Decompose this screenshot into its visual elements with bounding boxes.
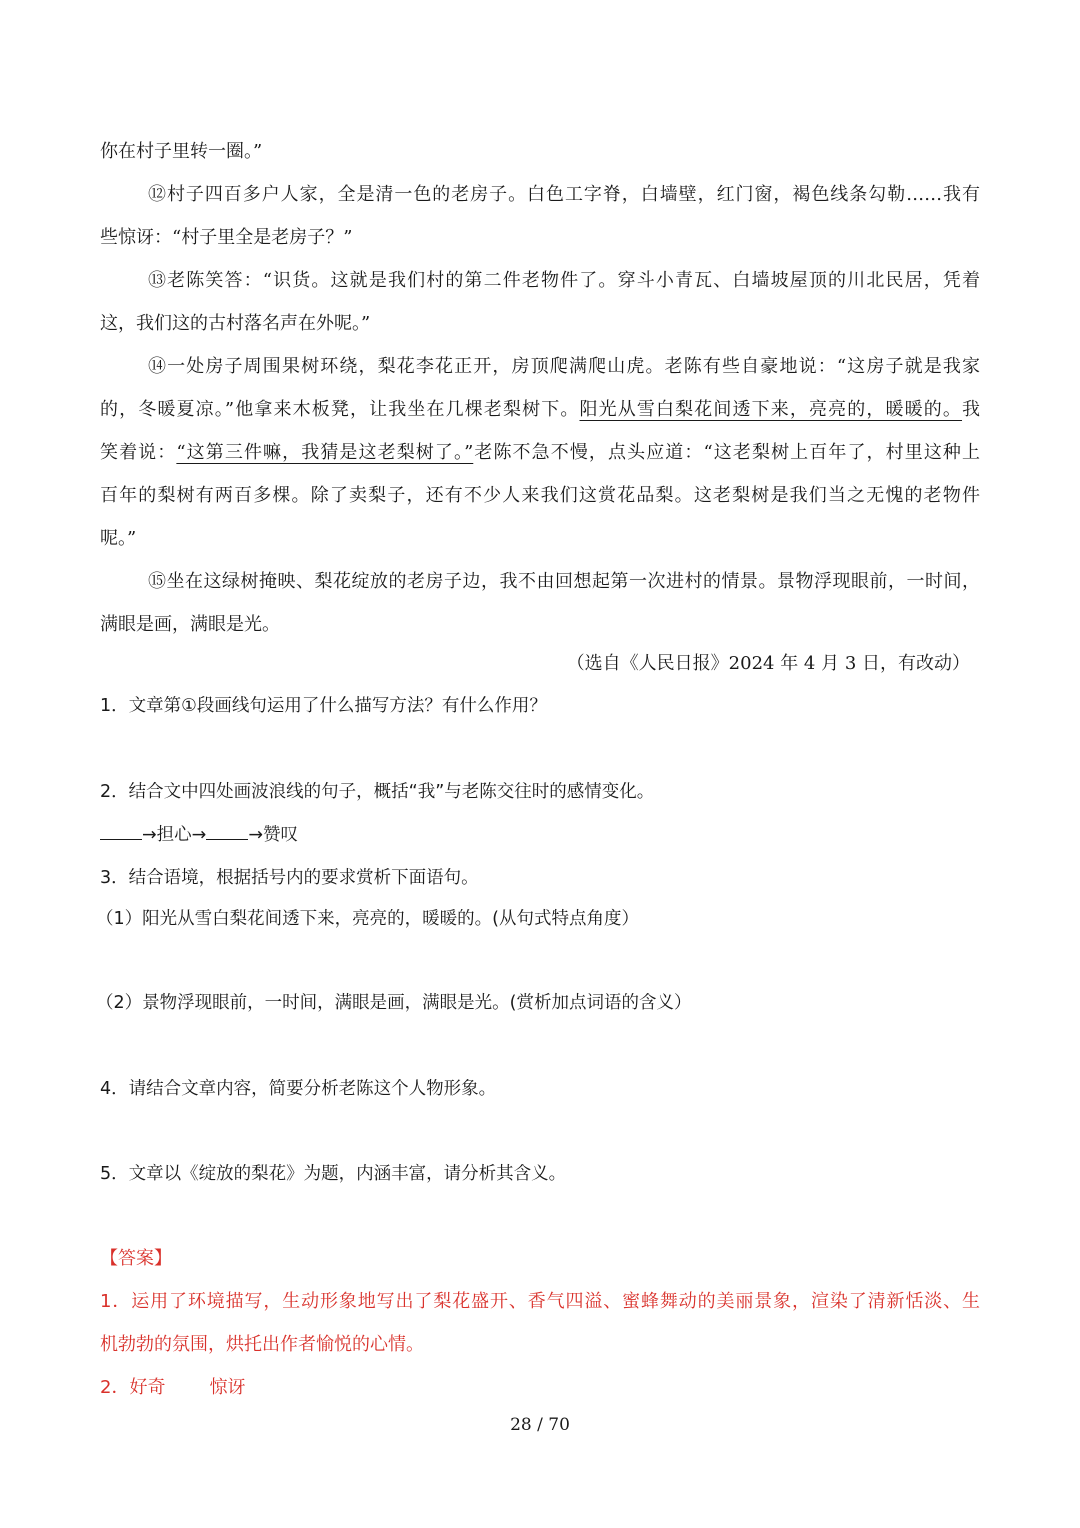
answer-blank[interactable] — [100, 823, 142, 840]
passage-line — [100, 441, 980, 465]
underlined-sentence: “这第三件嘛，我猜是这老梨树了。” — [176, 442, 474, 463]
answer-2 — [100, 1376, 245, 1400]
page-number: 28 / 70 — [510, 1415, 570, 1435]
paragraph-15-start: ⑮坐在这绿树掩映、梨花绽放的老房子边，我不由回想起第一次进村的情景。景物浮现眼前，一时间， — [148, 571, 980, 592]
blank-connector: →赞叹 — [248, 825, 298, 845]
passage-line: 呢。” — [100, 528, 137, 549]
passage-line: 这，我们这的古村落名声在外呢。” — [100, 313, 371, 334]
blank-connector: →担心→ — [142, 825, 207, 845]
answer-heading: 【答案】 — [100, 1248, 172, 1269]
passage-text: 老陈不急不慢，点头应道：“这老梨树上百年了，村里这种上 — [473, 442, 981, 463]
answer-1: 1．运用了环境描写，生动形象地写出了梨花盛开、香气四溢、蜜蜂舞动的美丽景象，渲染了清新恬淡、生 — [100, 1291, 980, 1312]
source-citation: （选自《人民日报》2024 年 4 月 3 日，有改动） — [566, 653, 970, 674]
passage-line: 些惊讶：“村子里全是老房子？” — [100, 227, 353, 248]
answer-2-first: 2．好奇 — [100, 1377, 166, 1398]
question-3-1: （1）阳光从雪白梨花间透下来，亮亮的，暖暖的。(从句式特点角度） — [96, 909, 639, 929]
answer-1-continued: 机勃勃的氛围，烘托出作者愉悦的心情。 — [100, 1334, 424, 1355]
question-2: 2．结合文中四处画波浪线的句子，概括“我”与老陈交往时的感情变化。 — [100, 782, 655, 802]
question-4: 4．请结合文章内容，简要分析老陈这个人物形象。 — [100, 1079, 497, 1099]
question-3-2: （2）景物浮现眼前，一时间，满眼是画，满眼是光。(赏析加点词语的含义） — [96, 993, 692, 1013]
answer-blank[interactable] — [206, 823, 248, 840]
passage-line: 你在村子里转一圈。” — [100, 141, 263, 162]
answer-2-second: 惊讶 — [209, 1377, 246, 1398]
passage-text: 的，冬暖夏凉。”他拿来木板凳，让我坐在几棵老梨树下。 — [100, 399, 580, 420]
passage-text: 笑着说： — [100, 442, 177, 463]
passage-text: 我 — [962, 399, 981, 420]
passage-line: 百年的梨树有两百多棵。除了卖梨子，还有不少人来我们这赏花品梨。这老梨树是我们当之无愧的老物件 — [100, 485, 980, 506]
paragraph-12-start: ⑫村子四百多户人家，全是清一色的老房子。白色工字脊，白墙壁，红门窗，褐色线条勾勒……我有 — [148, 184, 980, 205]
passage-line — [100, 398, 980, 422]
paragraph-13-start: ⑬老陈笑答：“识货。这就是我们村的第二件老物件了。穿斗小青瓦、白墙坡屋顶的川北民居，凭着 — [148, 270, 980, 291]
paragraph-14-start: ⑭一处房子周围果树环绕，梨花李花正开，房顶爬满爬山虎。老陈有些自豪地说：“这房子就是我家 — [148, 356, 980, 377]
underlined-sentence: 阳光从雪白梨花间透下来，亮亮的，暖暖的。 — [579, 399, 963, 420]
question-2-blanks — [100, 823, 298, 847]
question-1: 1．文章第①段画线句运用了什么描写方法？有什么作用？ — [100, 696, 547, 716]
passage-line: 满眼是画，满眼是光。 — [100, 614, 280, 635]
question-5: 5．文章以《绽放的梨花》为题，内涵丰富，请分析其含义。 — [100, 1164, 567, 1184]
question-3: 3．结合语境，根据括号内的要求赏析下面语句。 — [100, 868, 479, 888]
